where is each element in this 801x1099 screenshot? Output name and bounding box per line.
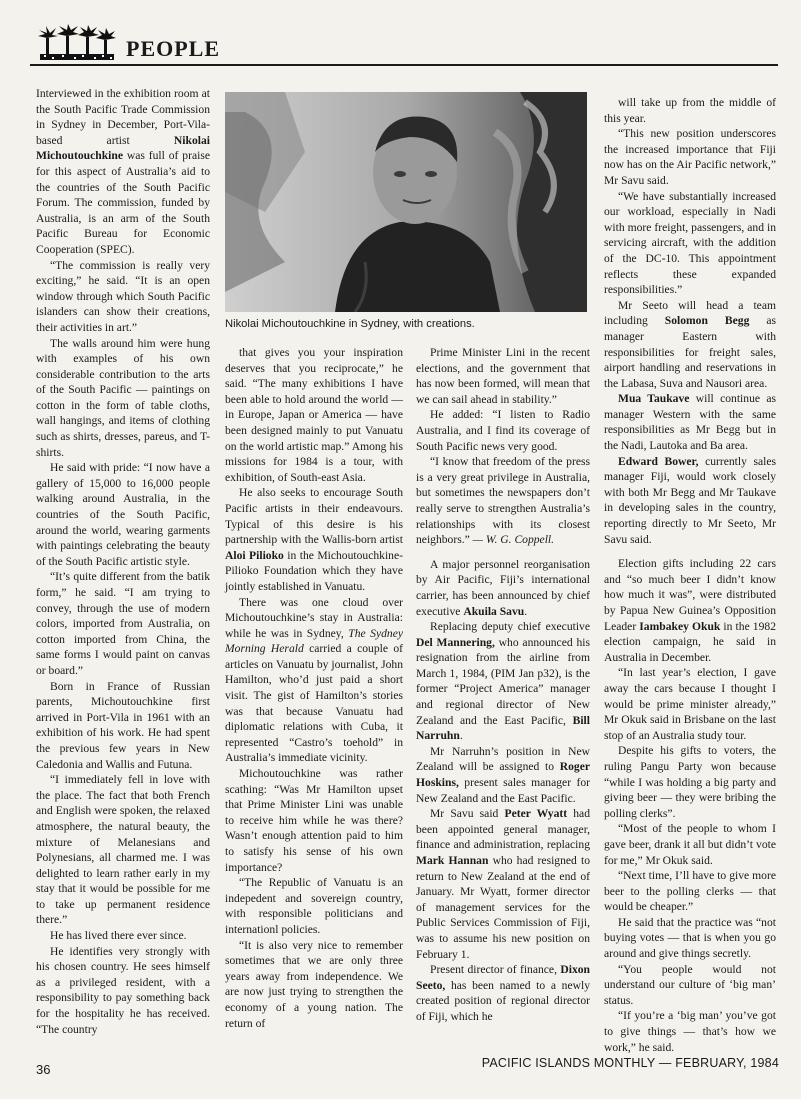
paragraph	[36, 679, 210, 773]
text-run: Born in France of Russian parents, Michoutouchkine first arrived in Port-Vila in 1961 with an exhibition of his work. He had spent the previous few years in New Caledonia and Wallis and Futuna.	[36, 679, 210, 771]
name-highlight: Bill Narruhn	[416, 713, 590, 743]
text-run: There was one cloud over Michoutouchkine’s stay in Australia: while he was in Sydney,	[225, 595, 403, 640]
page-header	[30, 18, 780, 66]
paragraph	[36, 86, 210, 258]
portrait-photo	[225, 92, 587, 312]
paragraph	[416, 557, 590, 619]
text-run: Replacing deputy chief executive	[430, 620, 590, 634]
italic-text: — W. G. Coppell.	[472, 533, 555, 547]
column-3	[416, 345, 590, 1025]
name-highlight: Mark Hannan	[416, 854, 489, 867]
text-run: will take up from the middle of this year.	[604, 96, 776, 125]
text-run: carried a couple of articles on Vanuatu by journalist, John Hamilton, who’d just paid a short visit. The gist of Hamilton’s stories was that because Vanuatu had diplomatic relations with Cuba, it represented “Castro’s toehold” in Australia’s immediate vicinity.	[225, 642, 403, 765]
name-highlight: Iambakey Okuk	[639, 619, 721, 633]
column-4	[604, 95, 776, 1055]
running-footer: PACIFIC ISLANDS MONTHLY — FEBRUARY, 1984	[481, 1056, 779, 1070]
text-run: “It’s quite different from the batik form,” he said. “I am trying to convey, through the use of modern colors, imported from Australia, on cotton imported from China, the same forms I would paint on canvas or board.”	[36, 570, 210, 677]
paragraph	[36, 258, 210, 336]
paragraph	[416, 454, 590, 548]
column-1	[36, 86, 210, 1037]
text-run: “The Republic of Vanuatu is an indepedent and sovereign country, with responsible politicians and internationl policies.	[225, 876, 403, 936]
paragraph	[36, 460, 210, 569]
photo-caption: Nikolai Michoutouchkine in Sydney, with creations.	[225, 318, 475, 330]
paragraph	[604, 868, 776, 915]
paragraph	[36, 569, 210, 678]
text-run: who had resigned to return to New Zealand at the end of January. Mr Wyatt, former director of management services for the Public Services Commission of Fiji, was to assume his new position on February 1.	[416, 854, 590, 961]
paragraph	[604, 556, 776, 665]
name-highlight: Roger Hoskins,	[416, 760, 590, 790]
paragraph	[225, 345, 403, 485]
paragraph	[416, 744, 590, 806]
text-run: “I immediately fell in love with the place. The fact that both French and English were spoken, the relaxed atmosphere, the natural beauty, the mixture of Melanesians and Polynesians, all charmed me. I was delighted to learn rather early in my stay that it would be possible for me to take up permanent residence there.”	[36, 773, 210, 927]
italic-text: The Sydney Morning Herald	[225, 626, 404, 656]
text-run: He identifies very strongly with his chosen country. He sees himself as a privileged resident, with a responsibility to pay something back for the hospitality he has received. “The country	[36, 944, 210, 1036]
text-run: .	[524, 604, 528, 618]
text-run: “It is also very nice to remember sometimes that we are only three years away from independence. We are now just trying to strengthen the economy of a young nation. The return of	[225, 938, 403, 1030]
name-highlight: Peter Wyatt	[504, 807, 568, 821]
section-title: PEOPLE	[126, 36, 221, 61]
text-run: “We have substantially increased our workload, especially in Nadi with more freight, passengers, and in servicing aircraft, with the addition of the DC-10. This appointment reflects these expanded responsibilities.”	[604, 189, 776, 297]
paragraph	[225, 485, 403, 594]
paragraph	[416, 962, 590, 1024]
text-run: Mr Narruhn’s position in New Zealand will be assigned to	[416, 744, 590, 774]
text-run: He added: “I listen to Radio Australia, and I find its coverage of South Pacific news very good.	[416, 408, 590, 453]
paragraph	[416, 407, 590, 454]
text-run: Prime Minister Lini in the recent elections, and the government that has now been formed, will mean that we can sail ahead in stability.”	[416, 346, 590, 406]
text-run: “In last year’s election, I gave away the cars because I thought I would be prime minister already,” Mr Okuk said in Brisbane on the last stop of an Australia study tour.	[604, 666, 776, 742]
palm-trees-logo-icon	[38, 24, 116, 62]
name-highlight: Mua Taukave	[618, 392, 690, 406]
paragraph	[416, 619, 590, 744]
paragraph	[36, 772, 210, 928]
text-run: as manager Eastern with responsibilities for freight sales, airport handling and reservations in the Labasa, Suva and Nausori area.	[604, 314, 776, 390]
name-highlight: Solomon Begg	[664, 314, 750, 328]
text-run: A major personnel reorganisation by Air Pacific, Fiji’s international carrier, has been announced by chief executive	[416, 557, 590, 618]
photo-image	[225, 92, 587, 312]
text-run: “This new position underscores the increased importance that Fiji now has on the Air Pacific network,” Mr Savu said.	[604, 127, 776, 187]
text-run: in the 1982 election campaign, he said in Australia in December.	[604, 619, 776, 664]
text-run: Present director of finance,	[430, 963, 561, 977]
text-run: “I know that freedom of the press is a very great privilege in Australia, but sometimes the newspapers don’t really serve to strengthen Australia’s relationships with its closest neighbors.”	[416, 455, 590, 547]
text-run: Michoutouchkine was rather scathing: “Was Mr Hamilton upset that Prime Minister Lini was unable to receive him while he was there? Wasn’t enough attention paid to him to satisfy his sense of his own importance?	[225, 767, 403, 874]
text-run: Mr Savu said	[430, 807, 505, 821]
paragraph	[604, 95, 776, 126]
paragraph	[604, 189, 776, 298]
paragraph	[225, 595, 403, 767]
text-run: “Next time, I’ll have to give more beer to the polling clerks — that would be cheaper.”	[604, 869, 776, 914]
text-run: in the Michoutouchkine-Pilioko Foundation which they have jointly established in Vanuatu.	[225, 548, 403, 593]
paragraph	[604, 962, 776, 1009]
text-run: He said with pride: “I now have a gallery of 15,000 to 16,000 people walking around Australia, in the countries of the South Pacific, around the world, wearing garments with paintings celebrating the beauty of the South Pacific artistic style.	[36, 461, 210, 568]
name-highlight: Akuila Savu	[463, 604, 525, 618]
header-rule	[30, 64, 778, 66]
text-run: Interviewed in the exhibition room at the South Pacific Trade Commission in Sydney in December, Port-Vila-based artist	[36, 87, 210, 147]
paragraph	[225, 875, 403, 937]
text-run: who announced his resignation from the airline from March 1, 1984, (PIM Jan p32), is the former “Project America” manager and regional director of New Zealand and the East Pacific,	[416, 635, 590, 727]
paragraph	[604, 391, 776, 453]
text-run: was full of praise for this aspect of Australia’s aid to the countries of the South Pacific Forum. The commission, funded by Australia, is an arm of the South Pacific Bureau for Economic Cooperation (SPEC).	[36, 149, 210, 256]
text-run: will continue as manager Western with the same responsibilities as Mr Begg but in the Nadi, Lautoka and Ba area.	[604, 392, 776, 453]
name-highlight: Aloi Pilioko	[225, 548, 284, 562]
text-run: He has lived there ever since.	[50, 929, 187, 943]
name-highlight: Nikolai Michoutouchkine	[36, 133, 210, 163]
column-2	[225, 345, 403, 1031]
text-run: Mr Seeto will head a team including	[604, 298, 776, 328]
name-highlight: Dixon Seeto,	[416, 963, 590, 992]
text-run: had been appointed general manager, finance and administration, replacing	[416, 807, 591, 852]
text-run: “If you’re a ‘big man’ you’ve got to give things — that’s how we work,” he said.	[604, 1009, 776, 1054]
text-run: Election gifts including 22 cars and “so much beer I didn’t know how much it was”, were distributed by Papua New Guinea’s Opposition Leader	[604, 557, 776, 633]
paragraph	[225, 938, 403, 1032]
paragraph	[604, 821, 776, 868]
text-run: has been named to a newly created position of regional director of Fiji, which he	[416, 978, 590, 1023]
paragraph	[416, 806, 590, 962]
paragraph	[225, 766, 403, 875]
text-run: “The commission is really very exciting,” he said. “It is an open window through which South Pacific islanders can show their creations, their activities in art.”	[36, 258, 210, 334]
paragraph	[36, 336, 210, 461]
text-run: present sales manager for New Zealand and the East Pacific.	[416, 776, 590, 805]
text-run: Despite his gifts to voters, the ruling Pangu Party won because “while I was holding a big party and giving beer — they were bribing the polling clerks”.	[604, 744, 776, 820]
name-highlight: Del Mannering,	[416, 635, 495, 649]
text-run: that gives you your inspiration deserves that you reciprocate,” he said. “The many exhibitions I have been able to hold around the world — in Europe, Japan or America — have been designed mainly to put Vanuatu on the world artistic map.” Among his missions for 1984 is a tour, with exhibition, of South-east Asia.	[225, 346, 403, 484]
paragraph	[36, 928, 210, 944]
paragraph	[604, 298, 776, 392]
paragraph	[604, 454, 776, 548]
text-run: currently sales manager Fiji, would work closely with both Mr Begg and Mr Taukave in developing sales in the country, reporting directly to Mr Seeto, Mr Savu said.	[604, 454, 777, 546]
paragraph	[604, 915, 776, 962]
text-run: The walls around him were hung with examples of his own considerable contribution to the arts of the South Pacific — paintings on cotton in the form of table cloths, wall hangings, and items of clothing such as shirts, dresses, pareus, and T-shirts.	[36, 336, 210, 459]
text-run: .	[459, 729, 463, 743]
paragraph	[604, 1008, 776, 1055]
paragraph	[416, 345, 590, 407]
paragraph	[604, 743, 776, 821]
text-run: “You people would not understand our culture of ‘big man’ status.	[604, 962, 776, 1007]
name-highlight: Edward Bower,	[618, 454, 699, 468]
paragraph	[604, 665, 776, 743]
text-run: He also seeks to encourage South Pacific artists in their endeavours. Typical of this desire is his partnership with the Wallis-born artist	[225, 486, 403, 547]
page-number: 36	[36, 1062, 51, 1077]
text-run: “Most of the people to whom I gave beer, drank it all but didn’t vote for me,” Mr Okuk said.	[604, 822, 776, 867]
paragraph	[604, 126, 776, 188]
paragraph	[36, 944, 210, 1038]
text-run: He said that the practice was “not buying votes — that is when you go around and give things secretly.	[604, 915, 776, 961]
